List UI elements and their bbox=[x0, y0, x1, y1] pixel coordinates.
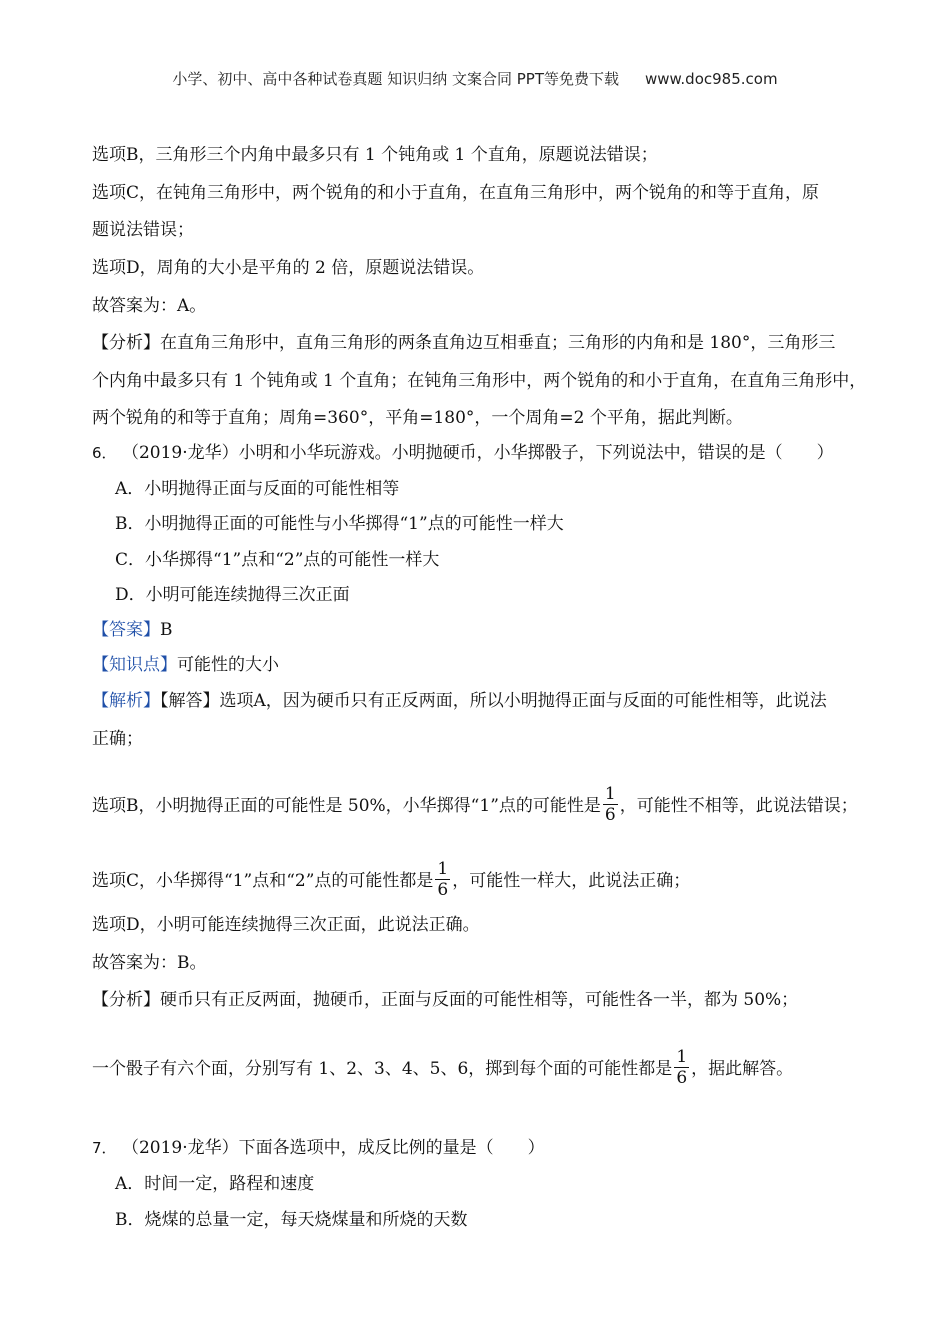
q6-solution-c-text: 选项C，小华掷得“1”点和“2”点的可能性都是 bbox=[92, 871, 434, 891]
fraction-one-sixth bbox=[674, 1047, 689, 1088]
q6-solution-option-d: 选项D，小明可能连续抛得三次正面，此说法正确。 bbox=[92, 915, 480, 935]
q5-option-b-explanation: 选项B，三角形三个内角中最多只有 1 个钝角或 1 个直角，原题说法错误； bbox=[92, 145, 658, 165]
header-site-link[interactable]: www.doc985.com bbox=[644, 70, 778, 88]
q6-analysis-text-1: 硬币只有正反两面，抛硬币，正面与反面的可能性相等，可能性各一半，都为 50%； bbox=[160, 990, 799, 1010]
q7-stem bbox=[92, 1136, 882, 1160]
q6-solution-text-1: 【解答】选项A，因为硬币只有正反两面，所以小明抛得正面与反面的可能性相等，此说法 bbox=[160, 691, 827, 711]
q5-option-c-explanation: 选项C，在钝角三角形中，两个锐角的和小于直角，在直角三角形中，两个锐角的和等于直角，原 bbox=[92, 183, 820, 203]
q7-option-b: B．烧煤的总量一定，每天烧煤量和所烧的天数 bbox=[115, 1210, 468, 1230]
q5-option-d-explanation: 选项D，周角的大小是平角的 2 倍，原题说法错误。 bbox=[92, 258, 485, 278]
q5-option-c-explanation-cont: 题说法错误； bbox=[92, 220, 194, 240]
fraction-denominator: 6 bbox=[676, 1068, 688, 1088]
analysis-tag: 【分析】 bbox=[92, 990, 160, 1010]
q6-answer-value: B bbox=[160, 620, 173, 640]
header-text: 小学、初中、高中各种试卷真题 知识归纳 文案合同 PPT等免费下载 bbox=[172, 70, 619, 88]
q6-analysis-text-2: 一个骰子有六个面，分别写有 1、2、3、4、5、6，掷到每个面的可能性都是 bbox=[92, 1059, 673, 1079]
q7-stem-text: （2019·龙华）下面各选项中，成反比例的量是（ ） bbox=[121, 1138, 545, 1158]
q6-stem bbox=[92, 441, 882, 465]
q6-solution bbox=[92, 689, 882, 713]
q6-solution-c-text-end: ，可能性一样大，此说法正确； bbox=[452, 871, 691, 891]
analysis-tag: 【分析】 bbox=[92, 333, 160, 353]
knowledge-tag: 【知识点】 bbox=[92, 655, 177, 675]
q6-solution-text-2: 正确； bbox=[92, 729, 143, 749]
answer-tag: 【答案】 bbox=[92, 620, 160, 640]
q6-answer bbox=[92, 618, 882, 642]
q6-option-d: D．小明可能连续抛得三次正面 bbox=[115, 585, 350, 605]
q6-option-a: A．小明抛得正面与反面的可能性相等 bbox=[115, 479, 400, 499]
q6-analysis bbox=[92, 988, 882, 1012]
q6-solution-option-b bbox=[92, 786, 882, 827]
fraction-numerator: 1 bbox=[437, 859, 449, 879]
fraction-denominator: 6 bbox=[437, 880, 449, 900]
q6-stem-text: （2019·龙华）小明和小华玩游戏。小明抛硬币，小华掷骰子，下列说法中，错误的是（ ） bbox=[121, 443, 834, 463]
q5-analysis-text-2: 个内角中最多只有 1 个钝角或 1 个直角；在钝角三角形中，两个锐角的和小于直角，在直角三角形中， bbox=[92, 371, 867, 391]
q6-analysis-line-2 bbox=[92, 1049, 882, 1090]
q6-number: 6． bbox=[92, 444, 117, 462]
fraction-denominator: 6 bbox=[604, 805, 616, 825]
q5-final-answer: 故答案为：A。 bbox=[92, 296, 207, 316]
q7-number: 7． bbox=[92, 1139, 117, 1157]
q7-option-a: A．时间一定，路程和速度 bbox=[115, 1174, 315, 1194]
fraction-numerator: 1 bbox=[604, 784, 616, 804]
q6-knowledge-value: 可能性的大小 bbox=[177, 655, 279, 675]
fraction-one-sixth bbox=[603, 784, 618, 825]
q6-solution-b-text-end: ，可能性不相等，此说法错误； bbox=[619, 796, 858, 816]
q6-analysis-text-2-end: ，据此解答。 bbox=[691, 1059, 794, 1079]
q5-analysis-text-1: 在直角三角形中，直角三角形的两条直角边互相垂直；三角形的内角和是 180°，三角形三 bbox=[160, 333, 836, 353]
q6-solution-b-text: 选项B，小明抛得正面的可能性是 50%，小华掷得“1”点的可能性是 bbox=[92, 796, 601, 816]
q5-analysis bbox=[92, 331, 882, 355]
fraction-numerator: 1 bbox=[676, 1047, 688, 1067]
q6-final-answer: 故答案为：B。 bbox=[92, 953, 207, 973]
q6-solution-option-c bbox=[92, 861, 882, 902]
solution-tag: 【解析】 bbox=[92, 691, 160, 711]
q6-option-c: C．小华掷得“1”点和“2”点的可能性一样大 bbox=[115, 550, 440, 570]
q6-knowledge-point bbox=[92, 653, 882, 677]
q6-option-b: B．小明抛得正面的可能性与小华掷得“1”点的可能性一样大 bbox=[115, 514, 564, 534]
fraction-one-sixth bbox=[435, 859, 450, 900]
page-header bbox=[0, 68, 950, 89]
q5-analysis-text-3: 两个锐角的和等于直角；周角=360°，平角=180°，一个周角=2 个平角，据此判断。 bbox=[92, 408, 743, 428]
